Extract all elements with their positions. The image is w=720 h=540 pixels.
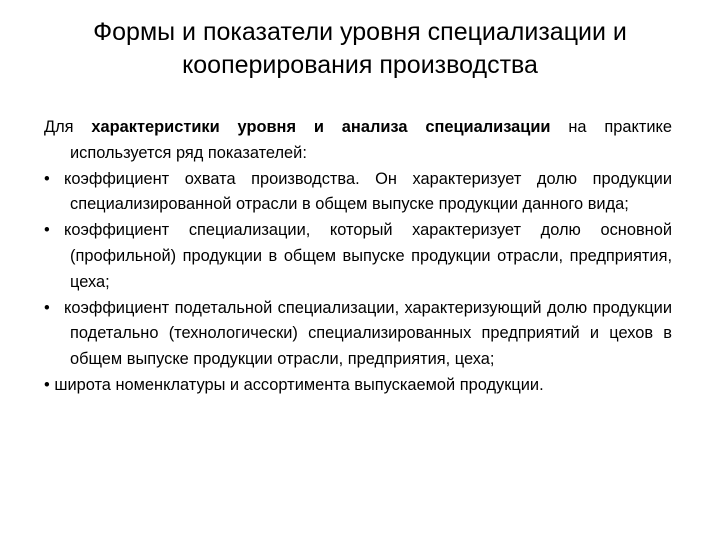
- bullet-item: [44, 167, 672, 219]
- bullet-text: коэффициент охвата производства. Он характеризует долю продукции специализированной отрасли в общем выпуске продукции данного вида;: [64, 169, 672, 214]
- bullet-marker: •: [44, 221, 50, 240]
- intro-suffix: на практике используется ряд показателей:: [70, 118, 672, 162]
- slide-body: [44, 115, 672, 399]
- intro-prefix: Для: [44, 118, 92, 136]
- intro-bold-phrase: характеристики уровня и анализа специализации: [91, 118, 551, 136]
- bullet-marker: •: [44, 375, 50, 394]
- bullet-item: [44, 373, 672, 399]
- bullet-text: коэффициент подетальной специализации, характеризующий долю продукции подетально (технологически) специализированных предприятий и цехов в общем выпуске продукции отрасли, предприятия, цеха;: [64, 298, 672, 369]
- slide-title-line-2: кооперирования производства: [182, 51, 538, 79]
- bullet-text: широта номенклатуры и ассортимента выпускаемой продукции.: [54, 375, 544, 394]
- slide-title-line-1: Формы и показатели уровня специализации и: [93, 18, 627, 46]
- bullet-item: [44, 296, 672, 373]
- slide-title: [20, 16, 700, 82]
- intro-paragraph: [44, 115, 672, 167]
- bullet-item: [44, 218, 672, 295]
- bullet-marker: •: [44, 298, 50, 317]
- bullet-marker: •: [44, 169, 50, 188]
- bullet-text: коэффициент специализации, который характеризует долю основной (профильной) продукции в общем выпуске продукции отрасли, предприятия, цеха;: [64, 221, 672, 291]
